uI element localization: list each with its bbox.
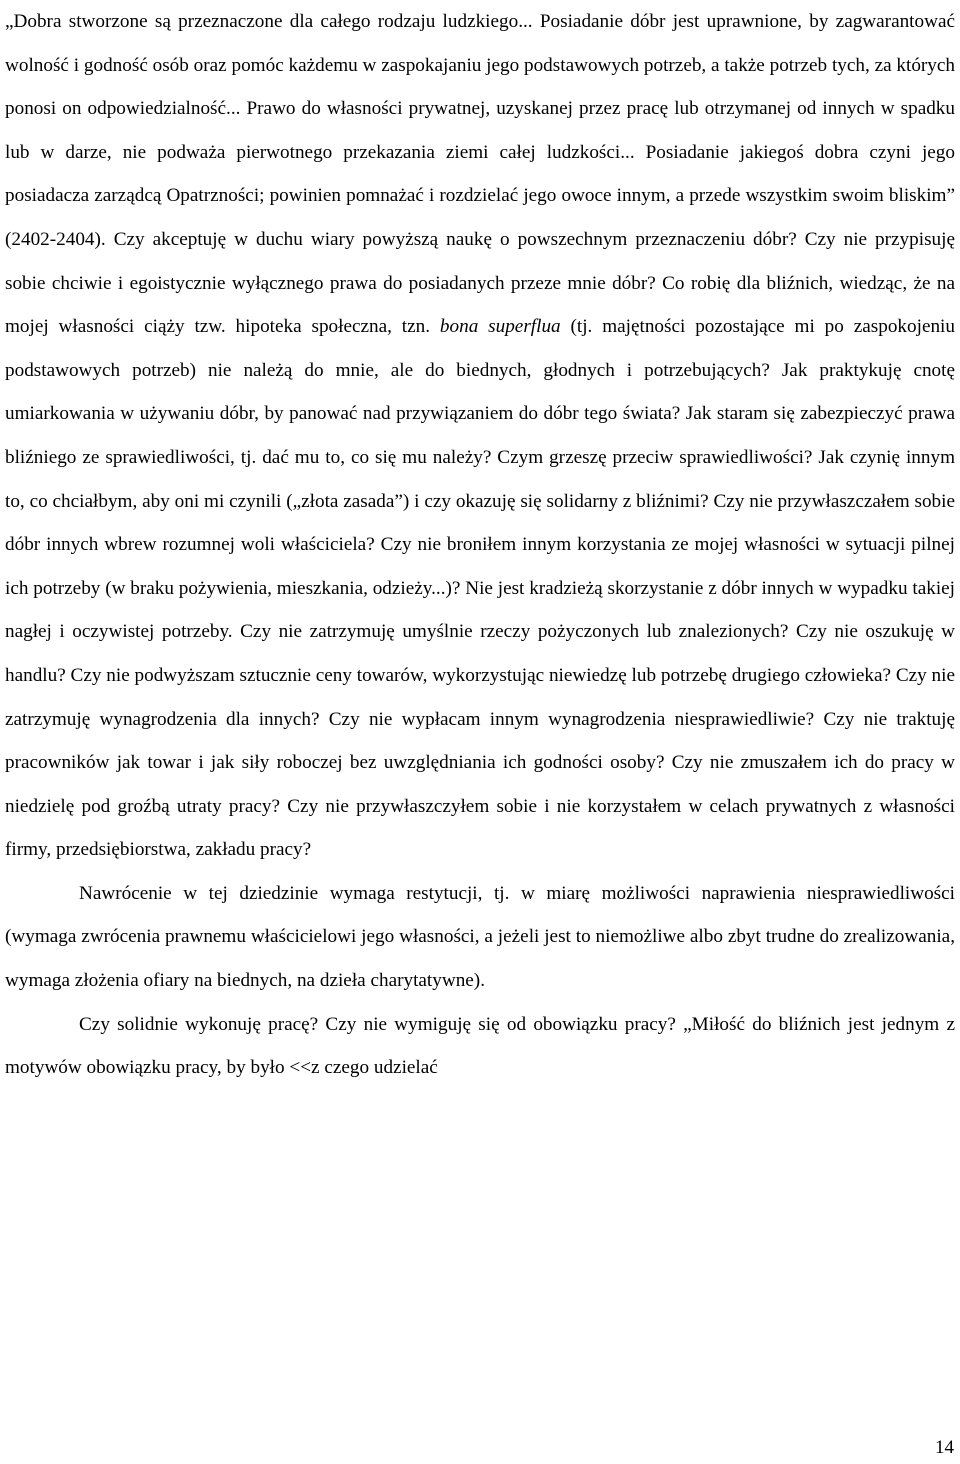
- paragraph-1-text-a: „Dobra stworzone są przeznaczone dla całego rodzaju ludzkiego... Posiadanie dóbr jest uprawnione, by zagwarantować wolność i godność osób oraz pomóc każdemu w zaspokajaniu jego podstawowych potrzeb, a także potrzeb tych, za których ponosi on odpowiedzialność... Prawo do własności prywatnej, uzyskanej przez pracę lub otrzymanej od innych w spadku lub w darze, nie podważa pierwotnego przekazania ziemi całej ludzkości... Posiadanie jakiegoś dobra czyni jego posiadacza zarządcą Opatrzności; powinien pomnażać i rozdzielać jego owoce innym, a przede wszystkim swoim bliskim” (2402-2404). Czy akceptuję w duchu wiary powyższą naukę o powszechnym przeznaczeniu dóbr? Czy nie przypisuję sobie chciwie i egoistycznie wyłącznego prawa do posiadanych przeze mnie dóbr? Co robię dla bliźnich, wiedząc, że na mojej własności ciąży tzw. hipoteka społeczna, tzn.: [5, 11, 956, 338]
- paragraph-3: Czy solidnie wykonuję pracę? Czy nie wymiguję się od obowiązku pracy? „Miłość do bliźnich jest jednym z motywów obowiązku pracy, by było <<z czego udzielać: [5, 1013, 955, 1079]
- page-number: 14: [935, 1437, 954, 1458]
- document-page: [5, 0, 955, 1464]
- paragraph-1-text-b: (tj. majętności pozostające mi po zaspokojeniu podstawowych potrzeb) nie należą do mnie, ale do biednych, głodnych i potrzebujących? Jak praktykuję cnotę umiarkowania w używaniu dóbr, by panować nad przywiązaniem do dóbr tego świata? Jak staram się zabezpieczyć prawa bliźniego ze sprawiedliwości, tj. dać mu to, co się mu należy? Czym grzeszę przeciw sprawiedliwości? Jak czynię innym to, co chciałbym, aby oni mi czynili („złota zasada”) i czy okazuję się solidarny z bliźnimi? Czy nie przywłaszczałem sobie dóbr innych wbrew rozumnej woli właściciela? Czy nie broniłem innym korzystania ze mojej własności w sytuacji pilnej ich potrzeby (w braku pożywienia, mieszkania, odzieży...)? Nie jest kradzieżą skorzystanie z dóbr innych w wypadku takiej nagłej i oczywistej potrzeby. Czy nie zatrzymuję umyślnie rzeczy pożyczonych lub znalezionych? Czy nie oszukuję w handlu? Czy nie podwyższam sztucznie ceny towarów, wykorzystując niewiedzę lub potrzebę drugiego człowieka? Czy nie zatrzymuję wynagrodzenia dla innych? Czy nie wypłacam innym wynagrodzenia niesprawiedliwie? Czy nie traktuję pracowników jak towar i jak siły roboczej bez uwzględniania ich godności osoby? Czy nie zmuszałem ich do pracy w niedzielę pod groźbą utraty pracy? Czy nie przywłaszczyłem sobie i nie korzystałem w celach prywatnych z własności firmy, przedsiębiorstwa, zakładu pracy?: [5, 316, 955, 861]
- paragraph-2: Nawrócenie w tej dziedzinie wymaga restytucji, tj. w miarę możliwości naprawienia niesprawiedliwości (wymaga zwrócenia prawnemu właścicielowi jego własności, a jeżeli jest to niemożliwe albo zbyt trudne do zrealizowania, wymaga złożenia ofiary na biednych, na dzieła charytatywne).: [5, 882, 955, 992]
- paragraph-1: [5, 0, 955, 872]
- paragraph-1-italic-term: bona superflua: [439, 316, 561, 338]
